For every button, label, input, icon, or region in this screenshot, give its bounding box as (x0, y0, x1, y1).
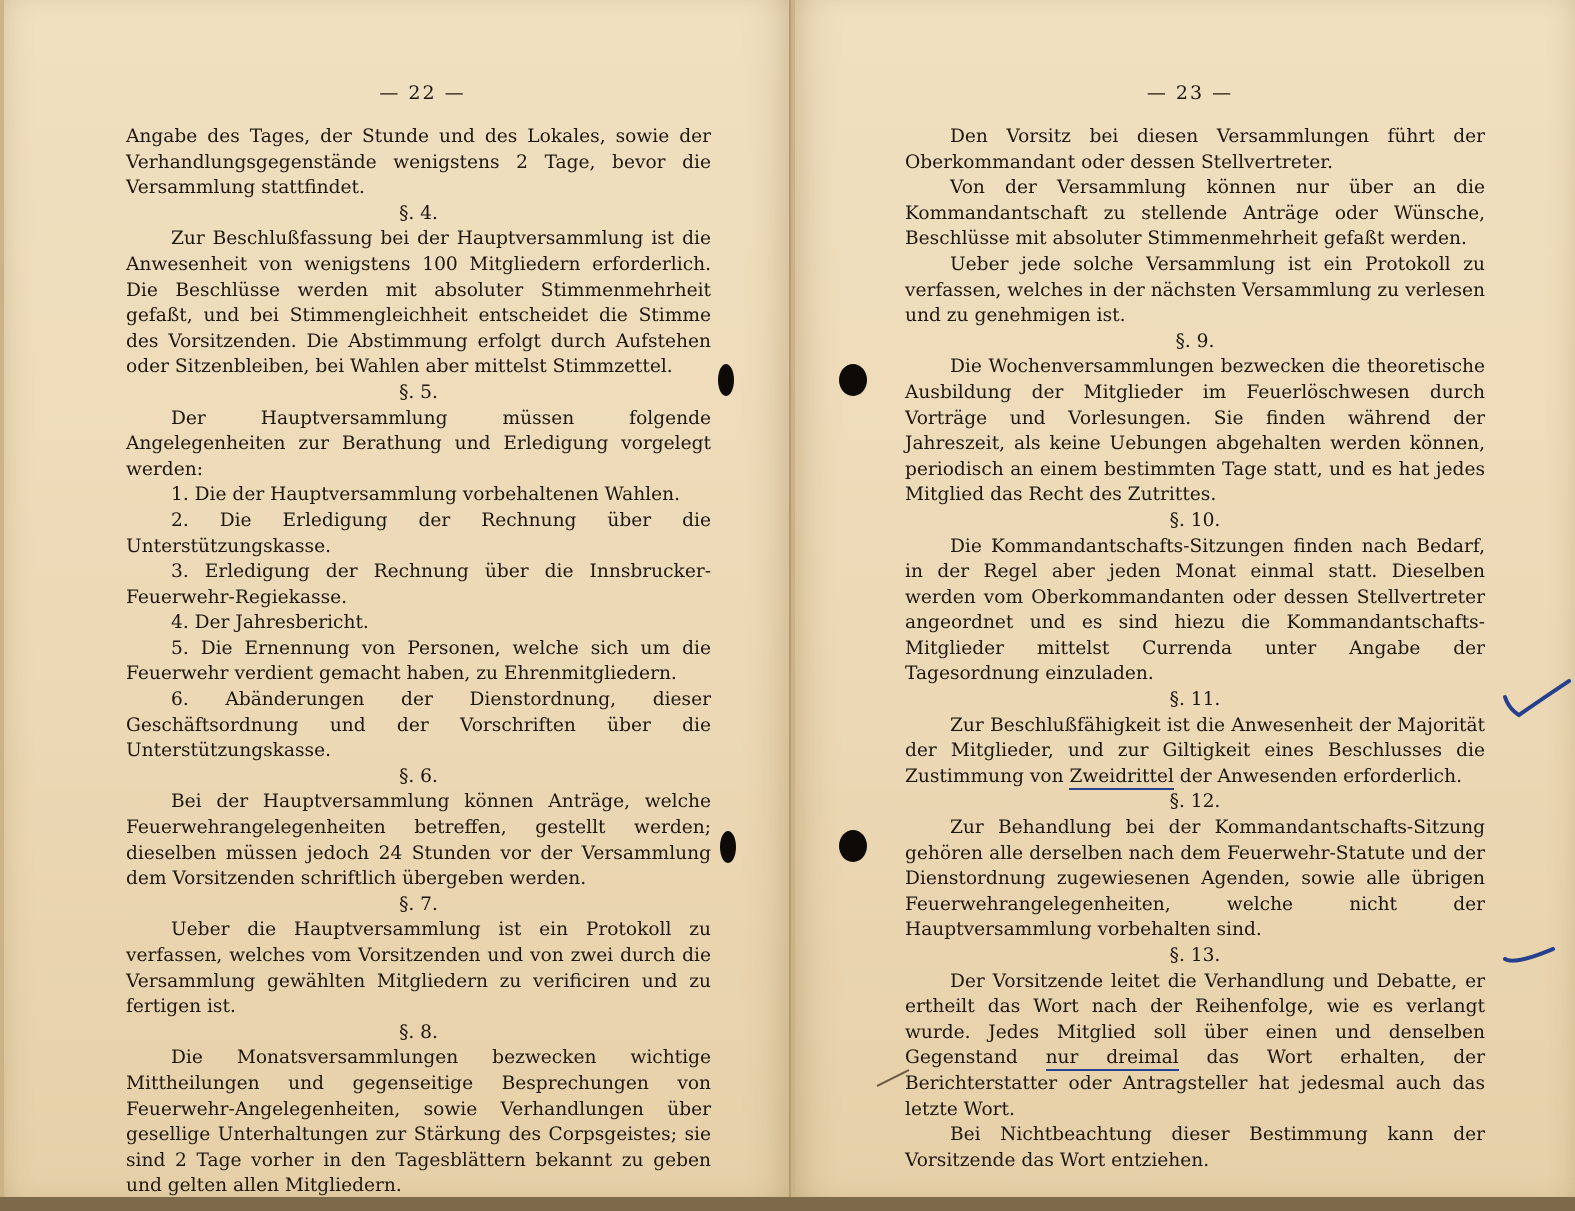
list-item: 2. Die Erledigung der Rechnung über die Unterstützungskasse. (126, 509, 711, 557)
page-edge (0, 1197, 1575, 1211)
pen-mark (1499, 935, 1559, 975)
section-heading: §. 6. (399, 765, 438, 787)
paragraph-fragment: Zur Beschlußfähigkeit ist die Anwesenheit der Majorität der Mitglieder, und zur Giltigkeit eines Beschlusses die Zustimmung von (905, 714, 1485, 787)
punch-hole (839, 830, 867, 862)
pen-checkmark (1495, 645, 1573, 725)
paragraph: Die Monatsversammlungen bezwecken wichtige Mittheilungen und gegenseitige Besprechungen von Feuerwehr-Angelegenheiten, sowie Verhandlungen über gesellige Unterhaltungen zur Stärkung des Corpsgeistes; sie sind 2 Tage vorher in den Tagesblättern bekannt zu geben und gelten allen Mitgliedern. (126, 1047, 711, 1197)
section-heading: §. 5. (399, 381, 438, 403)
section-heading: §. 13. (1169, 945, 1221, 966)
right-page (795, 0, 1575, 1197)
paragraph-fragment: Der Vorsitzende leitet die Verhandlung und Debatte, er ertheilt das Wort nach der Reihenfolge, wie es verlangt wurde. Jedes Mitglied soll über einen und denselben Gegenstand (905, 970, 1485, 1069)
paragraph: Die Kommandantschafts-Sitzungen finden nach Bedarf, in der Regel aber jeden Monat einmal statt. Dieselben werden vom Oberkommandanten oder dessen Stellvertreter angeordnet und es sind hiezu die Kommandantschafts-Mitglieder mittelst Currenda unter Angabe der Tagesordnung einzuladen. (905, 535, 1485, 685)
list-item: 6. Abänderungen der Dienstordnung, dieser Geschäftsordnung und der Vorschriften über die Unterstützungskasse. (126, 689, 711, 762)
page-number-left: — 22 — (379, 82, 466, 104)
left-page (4, 0, 791, 1197)
paragraph: Bei Nichtbeachtung dieser Bestimmung kann der Vorsitzende das Wort entziehen. (905, 1124, 1485, 1171)
punch-hole (839, 364, 867, 396)
section-heading: §. 7. (399, 893, 438, 915)
paragraph-fragment: der Anwesenden erforderlich. (1173, 765, 1462, 787)
punch-hole (720, 831, 736, 863)
list-item: 5. Die Ernennung von Personen, welche sich um die Feuerwehr verdient gemacht haben, zu Ehrenmitgliedern. (126, 637, 711, 685)
paragraph (905, 713, 1485, 790)
pen-underlined-text: Zweidrittel (1069, 766, 1173, 790)
paragraph (905, 969, 1485, 1123)
list-item: 4. Der Jahresbericht. (171, 612, 369, 634)
page-number-right: — 23 — (1146, 82, 1234, 104)
paragraph: Ueber die Hauptversammlung ist ein Protokoll zu verfassen, welches vom Vorsitzenden und von zwei durch die Versammlung gewählten Mitgliedern zu verificiren und zu fertigen ist. (126, 919, 711, 1018)
section-heading: §. 9. (1175, 330, 1215, 352)
left-page-text (126, 124, 711, 1199)
paragraph: Der Hauptversammlung müssen folgende Angelegenheiten zur Berathung und Erledigung vorgelegt werden: (126, 407, 711, 480)
paragraph: Ueber jede solche Versammlung ist ein Protokoll zu verfassen, welches in der nächsten Versammlung zu verlesen und zu genehmigen ist. (905, 253, 1485, 327)
pencil-mark (875, 1066, 915, 1090)
section-heading: §. 11. (1169, 689, 1221, 711)
paragraph-fragment: das Wort erhalten, der Berichterstatter oder Antragsteller hat jedesmal auch das letzte Wort. (905, 1047, 1485, 1120)
list-item: 3. Erledigung der Rechnung über die Innsbrucker-Feuerwehr-Regiekasse. (126, 561, 711, 608)
punch-hole (718, 364, 734, 396)
paragraph: Von der Versammlung können nur über an die Kommandantschaft zu stellende Anträge oder Wünsche, Beschlüsse mit absoluter Stimmenmehrheit gefaßt werden. (905, 177, 1485, 250)
pen-underlined-text: nur dreimal (1046, 1047, 1179, 1071)
section-heading: §. 10. (1169, 509, 1221, 531)
paragraph: Den Vorsitz bei diesen Versammlungen führt der Oberkommandant oder dessen Stellvertreter. (905, 126, 1485, 173)
paragraph: Angabe des Tages, der Stunde und des Lokales, sowie der Verhandlungsgegenstände wenigstens 2 Tage, bevor die Versammlung stattfindet. (126, 126, 711, 199)
section-heading: §. 12. (1169, 791, 1221, 813)
list-item: 1. Die der Hauptversammlung vorbehaltenen Wahlen. (171, 484, 681, 506)
section-heading: §. 4. (399, 202, 438, 224)
section-heading: §. 8. (399, 1021, 438, 1043)
paragraph: Zur Behandlung bei der Kommandantschafts-Sitzung gehören alle derselben nach dem Feuerwehr-Statute und der Dienstordnung zugewiesenen Agenden, sowie alle übrigen Feuerwehrangelegenheiten, welche nicht der Hauptversammlung vorbehalten sind. (905, 817, 1485, 941)
paragraph: Bei der Hauptversammlung können Anträge, welche Feuerwehrangelegenheiten betreffen, gestellt werden; dieselben müssen jedoch 24 Stunden vor der Versammlung dem Vorsitzenden schriftlich übergeben werden. (126, 791, 711, 890)
right-page-text (905, 124, 1485, 1173)
paragraph: Die Wochenversammlungen bezwecken die theoretische Ausbildung der Mitglieder im Feuerlöschwesen durch Vorträge und Vorlesungen. Sie finden während der Jahreszeit, als keine Uebungen abgehalten werden können, periodisch an einem bestimmten Tage statt, und es hat jedes Mitglied das Recht des Zutrittes. (905, 356, 1485, 506)
paragraph: Zur Beschlußfassung bei der Hauptversammlung ist die Anwesenheit von wenigstens 100 Mitgliedern erforderlich. Die Beschlüsse werden mit absoluter Stimmenmehrheit gefaßt, und bei Stimmengleichheit entscheidet die Stimme des Vorsitzenden. Die Abstimmung erfolgt durch Aufstehen oder Sitzenbleiben, bei Wahlen aber mittelst Stimmzettel. (126, 228, 711, 378)
